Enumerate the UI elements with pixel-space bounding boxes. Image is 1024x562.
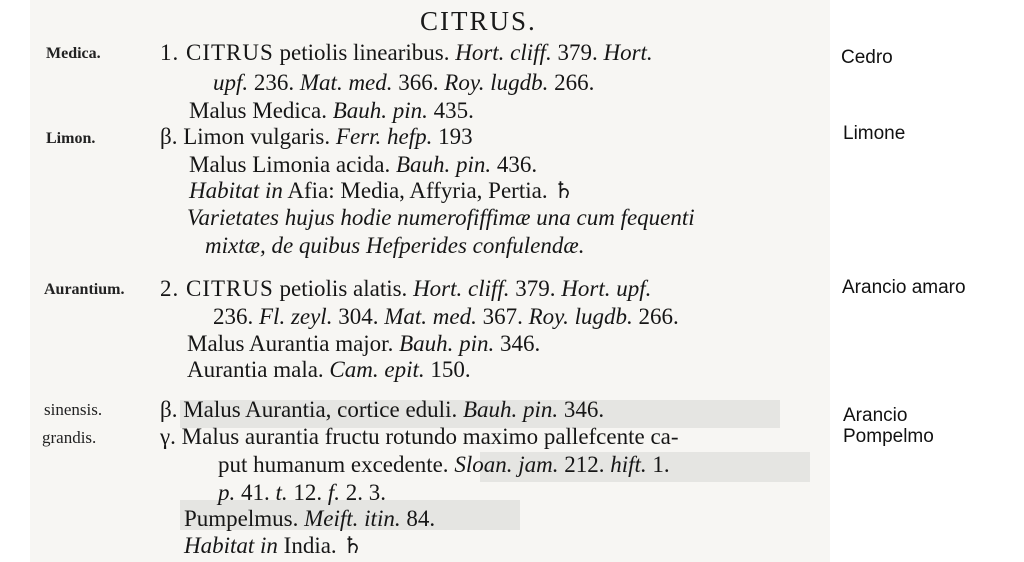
text-line: 236. Fl. zeyl. 304. Mat. med. 367. Roy. lugdb. 266.: [213, 304, 679, 329]
side-label-grandis: grandis.: [42, 428, 97, 447]
text-line: Aurantia mala. Cam. epit. 150.: [187, 357, 471, 382]
side-label-aurantium: Aurantium.: [44, 281, 125, 298]
text-line: upf. 236. Mat. med. 366. Roy. lugdb. 266.: [213, 70, 595, 95]
gloss-arancio: Arancio: [843, 405, 908, 426]
text-line: β. Limon vulgaris. Ferr. hefp. 193: [160, 124, 473, 149]
text-line: β. Malus Aurantia, cortice eduli. Bauh. pin. 346.: [160, 397, 605, 422]
gloss-arancio-amaro: Arancio amaro: [842, 277, 966, 298]
text-line: Habitat in Afia: Media, Affyria, Pertia. ♄: [189, 178, 574, 203]
text-line: Pumpelmus. Meift. itin. 84.: [184, 506, 436, 531]
text-line: put humanum excedente. Sloan. jam. 212. hift. 1.: [218, 452, 670, 477]
side-label-medica: Medica.: [46, 45, 101, 62]
text-line: 1. CITRUS petiolis linearibus. Hort. cliff. 379. Hort.: [160, 40, 653, 65]
page-title: CITRUS.: [420, 6, 537, 36]
side-label-limon: Limon.: [46, 130, 96, 147]
text-line: Varietates hujus hodie numerofiffimæ una cum fequenti: [187, 205, 695, 230]
side-label-sinensis: sinensis.: [44, 400, 103, 419]
gloss-pompelmo: Pompelmo: [843, 426, 934, 447]
text-line: Malus Medica. Bauh. pin. 435.: [189, 98, 474, 123]
text-line: Malus Limonia acida. Bauh. pin. 436.: [189, 152, 538, 177]
text-line: 2. CITRUS petiolis alatis. Hort. cliff. 379. Hort. upf.: [160, 276, 652, 301]
text-line: p. 41. t. 12. f. 2. 3.: [218, 480, 387, 505]
text-line: γ. Malus aurantia fructu rotundo maximo pallefcente ca-: [160, 424, 679, 449]
text-line: Malus Aurantia major. Bauh. pin. 346.: [187, 331, 541, 356]
text-line: Habitat in India. ♄: [184, 533, 364, 558]
text-line: mixtæ, de quibus Hefperides confulendæ.: [205, 233, 585, 258]
gloss-cedro: Cedro: [841, 47, 893, 68]
gloss-limone: Limone: [843, 123, 906, 144]
